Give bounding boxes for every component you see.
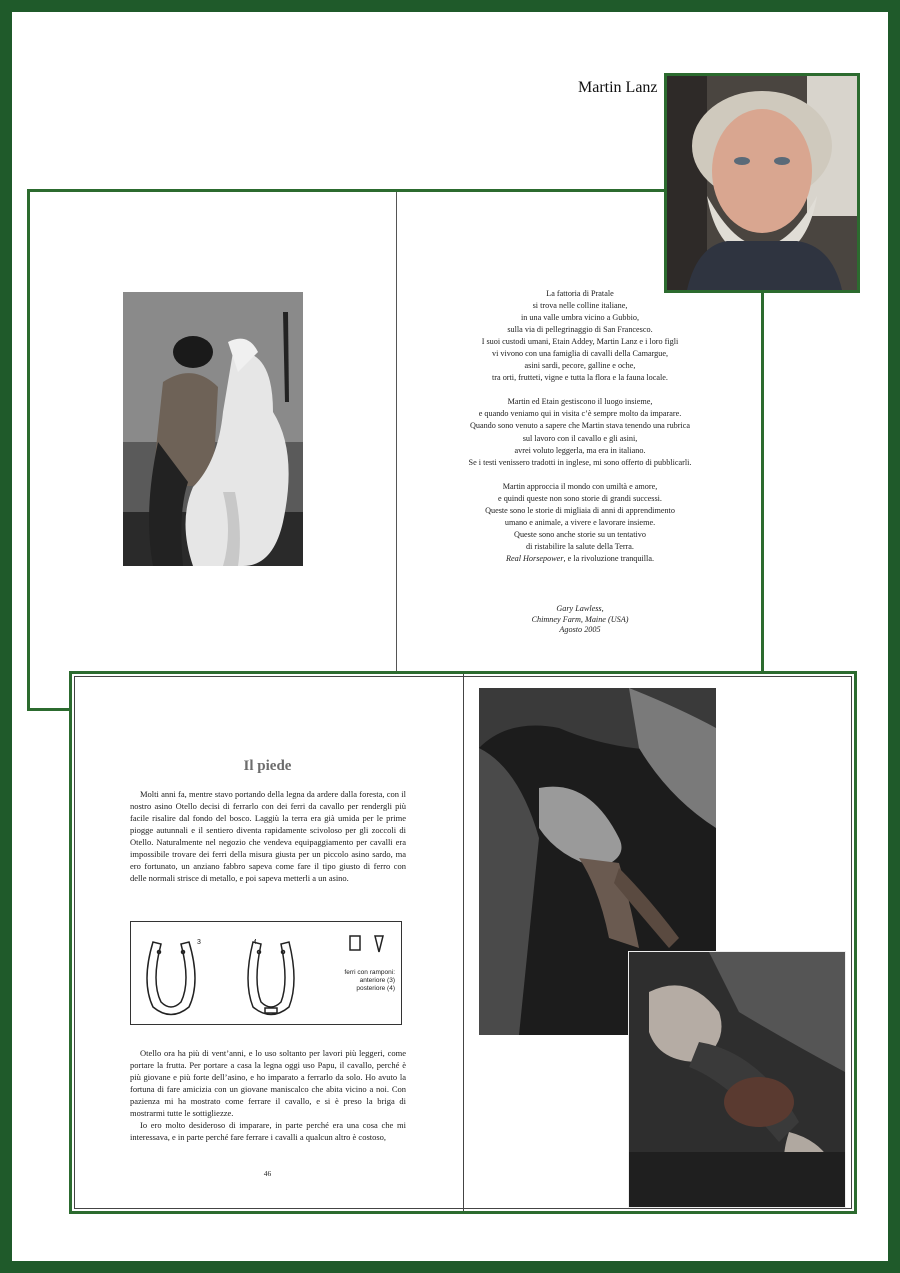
intro-poem [430, 288, 730, 577]
figure-number-4: 4 [253, 939, 257, 946]
poem-line: sul lavoro con il cavallo e gli asini, [522, 433, 638, 443]
poem-line: La fattoria di Pratale [546, 289, 614, 298]
poem-stanza-2 [430, 396, 730, 468]
poem-line: asini sardi, pecore, galline e oche, [524, 361, 636, 371]
figure-caption [344, 969, 395, 993]
poem-line: avrei voluto leggerla, ma era in italiano. [514, 445, 646, 455]
poem-last-line [430, 553, 730, 565]
signature-name: Gary Lawless, [556, 604, 604, 613]
signature-date: Agosto 2005 [559, 625, 601, 634]
caption-line: ferri con ramponi: [344, 969, 395, 976]
poem-line: sulla via di pellegrinaggio di San Francesco. [507, 325, 653, 335]
signature-block [430, 604, 730, 636]
spread-gutter [463, 674, 464, 1211]
chapter-spread [69, 671, 857, 1214]
horseshoe-figure [130, 921, 402, 1025]
poem-last-line-rest: , e la rivoluzione tranquilla. [563, 553, 655, 563]
poem-line: umano e animale, a vivere e lavorare insieme. [504, 517, 656, 527]
poem-line: tra orti, frutteti, vigne e tutta la flora e la fauna locale. [492, 373, 668, 383]
poem-line: di ristabilire la salute della Terra. [526, 541, 634, 551]
author-portrait [664, 73, 860, 293]
poem-line: vi vivono con una famiglia di cavalli della Camargue, [491, 349, 669, 359]
signature-place: Chimney Farm, Maine (USA) [531, 614, 629, 624]
poem-stanza-1 [430, 288, 730, 384]
paragraph-text: Io ero molto desideroso di imparare, in parte perché era una cosa che mi interessava, e in parte perché fare ferrare i cavalli a qualcun altro è costoso, [130, 1120, 406, 1142]
paragraph-text: Otello ora ha più di vent’anni, e lo uso soltanto per lavori più leggeri, come portare la frutta. Per portare a casa la legna oggi uso Papu, il cavallo, perché è più giovane e più forte dell’asino, e ho imparato a ferrarlo da solo. Ho avuto la fortuna di fare amicizia con un giovane maniscalco che abita vicino a noi. Con pazienza mi ha mostrato come ferrare il cavallo, e si è preso la briga di mostrarmi tutte le sottigliezze. [130, 1048, 406, 1118]
author-name: Martin Lanz [578, 79, 658, 96]
caption-line: posteriore (4) [356, 985, 395, 992]
paragraph-text: Molti anni fa, mentre stavo portando della legna da ardere dalla foresta, con il nostro asino Otello decisi di ferrarlo con dei ferri da cavallo per rendergli più facile risalire dal fondo del bosco. Laggiù la terra era già umida per le prime piogge autunnali e il sentiero diventa rapidamente scivoloso per gli zoccoli di Otello. Naturalmente nel negozio che vendeva equipaggiamento per cavalli era impossibile trovare dei ferri della misura giusta per un piccolo asino sardo, ma ero fortunato, un anziano fabbro sapeva come fare il tipo giusto di ferro con delle normali strisce di metallo, e poi sapeva metterli a un asino. [130, 789, 406, 883]
intro-spread [27, 189, 764, 711]
caption-line: anteriore (3) [359, 977, 395, 984]
photo-hoof-closeup [628, 951, 846, 1208]
page-number: 46 [263, 1169, 272, 1178]
poem-line: e quando veniamo qui in visita c’è sempre molto da imparare. [478, 409, 682, 419]
chapter-title: Il piede [243, 758, 292, 774]
spread-gutter [396, 192, 397, 708]
poem-line: in una valle umbra vicino a Gubbio, [520, 313, 639, 323]
poem-line: Queste sono le storie di migliaia di anni di apprendimento [485, 505, 675, 515]
photo-man-with-horse [123, 292, 303, 566]
poem-line: Martin approccia il mondo con umiltà e amore, [502, 481, 658, 491]
poem-line: Quando sono venuto a sapere che Martin stava tenendo una rubrica [469, 421, 691, 431]
poem-line: si trova nelle colline italiane, [532, 301, 628, 311]
poem-line: e quindi queste non sono storie di grandi successi. [498, 493, 662, 503]
poem-line: Se i testi venissero tradotti in inglese, mi sono offerto di pubblicarli. [468, 457, 692, 467]
figure-number-3: 3 [197, 939, 201, 946]
poem-italic-title: Real Horsepower [505, 553, 564, 563]
poem-stanza-3 [430, 481, 730, 565]
poem-line: Martin ed Etain gestiscono il luogo insieme, [507, 397, 653, 407]
chapter-paragraph-1 [130, 788, 406, 884]
chapter-paragraph-2 [130, 1047, 406, 1143]
poem-line: Queste sono anche storie su un tentativo [514, 529, 646, 539]
poem-line: I suoi custodi umani, Etain Addey, Martin Lanz e i loro figli [481, 337, 679, 347]
